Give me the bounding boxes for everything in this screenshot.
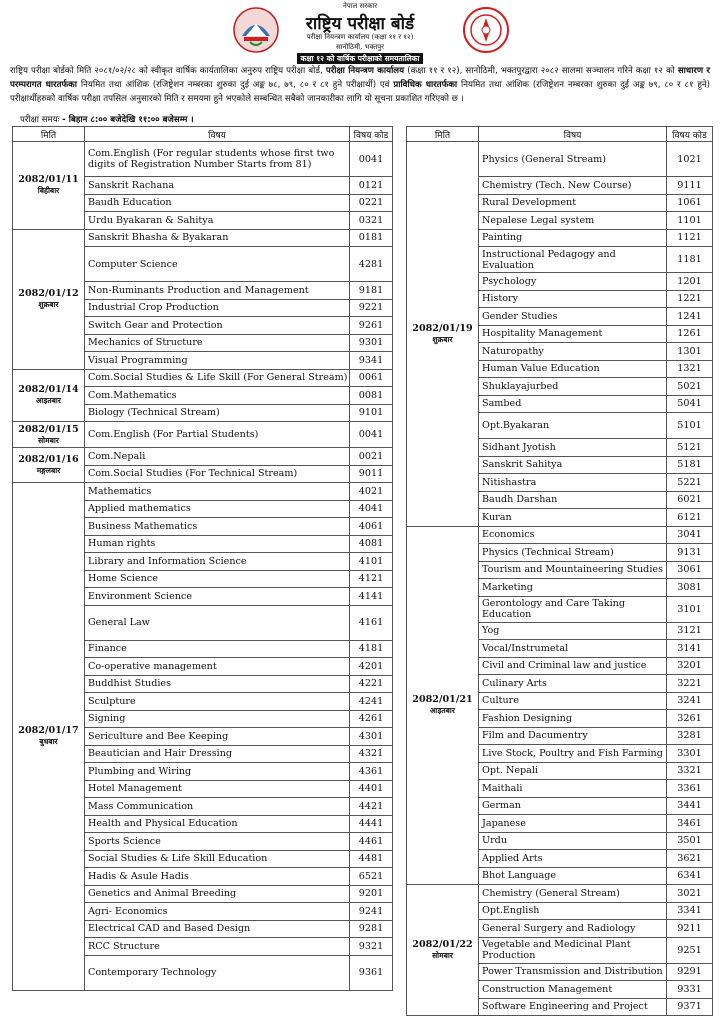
subject-name: Gender Studies <box>479 308 667 326</box>
subject-code: 1301 <box>667 343 713 361</box>
exam-weekday: मङ्गलबार <box>36 466 61 475</box>
subject-code: 3361 <box>667 780 713 798</box>
subject-code: 6021 <box>667 491 713 509</box>
table-row <box>407 526 713 544</box>
subject-name: Yog <box>479 622 667 640</box>
col-date: मिति <box>13 127 85 142</box>
subject-name: Psychology <box>479 273 667 291</box>
col-subject: विषय <box>85 127 350 142</box>
exam-weekday: सोमबार <box>432 951 453 960</box>
table-row <box>407 885 713 903</box>
subject-name: Sericulture and Bee Keeping <box>85 728 350 746</box>
subject-name: Baudh Education <box>85 194 350 212</box>
subject-code: 1221 <box>667 290 713 308</box>
subject-code: 4241 <box>350 693 393 711</box>
subject-code: 1181 <box>667 247 713 273</box>
subject-code: 4361 <box>350 763 393 781</box>
subject-code: 3461 <box>667 815 713 833</box>
subject-code: 5181 <box>667 456 713 474</box>
subject-code: 3021 <box>667 885 713 903</box>
subject-name: Baudh Darshan <box>479 491 667 509</box>
subject-code: 3101 <box>667 596 713 622</box>
subject-code: 9281 <box>350 920 393 938</box>
subject-name: Switch Gear and Protection <box>85 317 350 335</box>
intro-paragraph: राष्ट्रिय परीक्षा बोर्डको मिति २०८१/०२/२८ को स्वीकृत वार्षिक कार्यतालिका अनुरुप राष्ट्रिय परीक्षा बोर्ड, परीक्षा नियन्त्रण कार्यालय (कक्षा ११ र १२), सानोठिमी, भक्तपुरद्वारा २०८२ सालमा सञ्चालन गरिने कक्षा १२ को साधारण र परम्परागत धारतर्फका नियमित तथा आंशिक (रजिष्ट्रेशन नम्बरका शुरुका दुई अङ्क ७८, ७९, ८० र ८१ हुने परीक्षार्थी) एवं प्राविधिक धारतर्फका नियमित तथा आंशिक (रजिष्ट्रेशन नम्बरका शुरुका दुई अङ्क ७९, ८० र ८१ हुने) परीक्षार्थीहरुको वार्षिक परीक्षा तपसिल अनुसारको मिति र समयमा हुने भएकोले सम्बन्धित सबैको जानकारीका लागि यो सूचना प्रकाशित गरिएको छ । <box>10 66 711 104</box>
table-row <box>13 448 393 466</box>
subject-code: 9371 <box>667 998 713 1016</box>
subject-name: General Law <box>85 605 350 640</box>
subject-code: 9341 <box>350 352 393 370</box>
subject-name: Industrial Crop Production <box>85 299 350 317</box>
table-row <box>13 422 393 448</box>
subject-code: 9291 <box>667 963 713 981</box>
subject-name: Sanskrit Sahitya <box>479 456 667 474</box>
subject-name: Sidhant Jyotish <box>479 439 667 457</box>
office-name: परीक्षा नियन्त्रण कार्यालय (कक्षा ११ र १२) <box>306 33 414 41</box>
exam-weekday: आइतबार <box>430 706 455 716</box>
subject-name: Business Mathematics <box>85 518 350 536</box>
exam-date: 2082/01/15 <box>18 423 79 435</box>
subject-code: 3041 <box>667 526 713 544</box>
exam-weekday: बिहीबार <box>37 186 60 196</box>
subject-code: 0041 <box>350 422 393 448</box>
subject-code: 5041 <box>667 395 713 413</box>
exam-weekday: शुक्रबार <box>38 300 59 309</box>
exam-date-cell <box>407 142 479 527</box>
subject-code: 6521 <box>350 868 393 886</box>
subject-code: 9331 <box>667 981 713 999</box>
govt-label: नेपाल सरकार <box>342 2 378 10</box>
subject-code: 1121 <box>667 229 713 247</box>
subject-code: 9241 <box>350 903 393 921</box>
subject-code: 4281 <box>350 247 393 282</box>
subject-name: Sculpture <box>85 693 350 711</box>
subject-code: 0321 <box>350 212 393 230</box>
schedule-table-left <box>12 126 393 991</box>
subject-name: Social Studies & Life Skill Education <box>85 850 350 868</box>
subject-name: Vocal/Instrumetal <box>479 640 667 658</box>
table-row <box>407 142 713 177</box>
subject-code: 4221 <box>350 675 393 693</box>
subject-code: 6121 <box>667 509 713 527</box>
subject-code: 4321 <box>350 745 393 763</box>
subject-code: 4261 <box>350 710 393 728</box>
subject-code: 9101 <box>350 404 393 422</box>
subject-code: 4081 <box>350 535 393 553</box>
col-code: विषय कोड <box>350 127 393 142</box>
exam-date: 2082/01/14 <box>18 384 79 396</box>
subject-code: 3441 <box>667 797 713 815</box>
subject-code: 5021 <box>667 378 713 396</box>
subject-name: Sambed <box>479 395 667 413</box>
subject-name: Nitishastra <box>479 474 667 492</box>
subject-code: 4161 <box>350 605 393 640</box>
subject-name: Chemistry (Tech. New Course) <box>479 177 667 195</box>
subject-name: Visual Programming <box>85 352 350 370</box>
exam-date: 2082/01/16 <box>18 454 79 465</box>
subject-name: Com.Nepali <box>85 448 350 466</box>
subject-name: Painting <box>479 229 667 247</box>
exam-date-cell <box>13 369 85 422</box>
subject-code: 1101 <box>667 212 713 230</box>
exam-date-cell <box>407 526 479 885</box>
subject-code: 4441 <box>350 815 393 833</box>
subject-name: Japanese <box>479 815 667 833</box>
exam-date: 2082/01/17 <box>18 725 79 737</box>
subject-name: Electrical CAD and Based Design <box>85 920 350 938</box>
subject-name: Buddhist Studies <box>85 675 350 693</box>
subject-name: Health and Physical Education <box>85 815 350 833</box>
subject-code: 1021 <box>667 142 713 177</box>
subject-name: Com.Social Studies & Life Skill (For General Stream) <box>85 369 350 387</box>
exam-date-cell <box>13 448 85 483</box>
subject-name: Signing <box>85 710 350 728</box>
subject-code: 9011 <box>350 465 393 483</box>
subject-name: Human rights <box>85 535 350 553</box>
subject-code: 5121 <box>667 439 713 457</box>
subject-name: Urdu <box>479 832 667 850</box>
subject-name: Marketing <box>479 579 667 597</box>
subject-name: Culture <box>479 692 667 710</box>
subject-code: 3141 <box>667 640 713 658</box>
subject-name: Sanskrit Bhasha & Byakaran <box>85 229 350 247</box>
exam-weekday: शुक्रबार <box>432 334 453 344</box>
table-row <box>13 483 393 501</box>
col-subject: विषय <box>479 127 667 142</box>
subject-code: 4121 <box>350 570 393 588</box>
subject-name: Culinary Arts <box>479 675 667 693</box>
subject-code: 9201 <box>350 885 393 903</box>
subject-name: Com.English (For Partial Students) <box>85 422 350 448</box>
subject-code: 9181 <box>350 282 393 300</box>
subject-name: Human Value Education <box>479 360 667 378</box>
subject-name: Finance <box>85 640 350 658</box>
subject-code: 3501 <box>667 832 713 850</box>
board-title: राष्ट्रिय परीक्षा बोर्ड <box>305 14 415 34</box>
subject-code: 3341 <box>667 902 713 920</box>
subject-code: 9261 <box>350 317 393 335</box>
subject-code: 4401 <box>350 780 393 798</box>
table-row <box>13 369 393 387</box>
subject-code: 0021 <box>350 448 393 466</box>
exam-date-cell <box>13 422 85 448</box>
subject-code: 0081 <box>350 387 393 405</box>
subject-code: 3241 <box>667 692 713 710</box>
subject-name: Sanskrit Rachana <box>85 177 350 195</box>
subject-code: 5221 <box>667 474 713 492</box>
subject-name: Hadis & Asule Hadis <box>85 868 350 886</box>
subject-name: Mathematics <box>85 483 350 501</box>
exam-date-cell <box>407 885 479 1016</box>
subject-name: Instructional Pedagogy and Evaluation <box>479 247 667 273</box>
subject-name: Shuklayajurbed <box>479 378 667 396</box>
subject-name: Kuran <box>479 509 667 527</box>
subject-code: 3261 <box>667 710 713 728</box>
subject-name: Hospitality Management <box>479 325 667 343</box>
subject-name: Opt.English <box>479 902 667 920</box>
notice-title: कक्षा १२ को वार्षिक परीक्षाको समयतालिका <box>297 53 423 64</box>
exam-date: 2082/01/11 <box>18 174 79 186</box>
table-row <box>13 142 393 177</box>
exam-weekday: आइतबार <box>36 396 61 406</box>
subject-name: Beautician and Hair Dressing <box>85 745 350 763</box>
exam-date-cell <box>13 229 85 369</box>
subject-code: 3061 <box>667 561 713 579</box>
exam-date: 2082/01/22 <box>412 939 473 950</box>
subject-name: Sports Science <box>85 833 350 851</box>
subject-name: Genetics and Animal Breeding <box>85 885 350 903</box>
subject-name: Non-Ruminants Production and Management <box>85 282 350 300</box>
subject-code: 3201 <box>667 657 713 675</box>
subject-name: Mass Communication <box>85 798 350 816</box>
subject-code: 4101 <box>350 553 393 571</box>
subject-name: Plumbing and Wiring <box>85 763 350 781</box>
subject-code: 4201 <box>350 658 393 676</box>
subject-name: German <box>479 797 667 815</box>
exam-date: 2082/01/12 <box>18 288 79 299</box>
subject-name: Civil and Criminal law and justice <box>479 657 667 675</box>
exam-time: परीक्षा समयः - बिहान ८:०० बजेदेखि ११:०० बजेसम्म । <box>20 115 194 125</box>
subject-code: 9361 <box>350 955 393 990</box>
subject-name: Live Stock, Poultry and Fish Farming <box>479 745 667 763</box>
subject-code: 9301 <box>350 334 393 352</box>
subject-name: Biology (Technical Stream) <box>85 404 350 422</box>
exam-date: 2082/01/19 <box>412 322 473 334</box>
subject-name: Urdu Byakaran & Sahitya <box>85 212 350 230</box>
subject-name: Agri- Economics <box>85 903 350 921</box>
subject-code: 3321 <box>667 762 713 780</box>
subject-code: 9131 <box>667 544 713 562</box>
office-address: सानोठिमी, भक्तपुर <box>335 43 385 51</box>
subject-code: 0041 <box>350 142 393 177</box>
subject-code: 4141 <box>350 588 393 606</box>
subject-code: 0121 <box>350 177 393 195</box>
subject-code: 3081 <box>667 579 713 597</box>
subject-code: 1201 <box>667 273 713 291</box>
subject-name: Maithali <box>479 780 667 798</box>
board-seal-icon <box>462 6 510 54</box>
subject-name: Chemistry (General Stream) <box>479 885 667 903</box>
subject-code: 9251 <box>667 937 713 963</box>
subject-name: Applied mathematics <box>85 500 350 518</box>
subject-code: 0221 <box>350 194 393 212</box>
exam-weekday: बुधबार <box>39 737 58 747</box>
exam-weekday: सोमबार <box>38 435 59 445</box>
subject-code: 4041 <box>350 500 393 518</box>
subject-name: Com.Mathematics <box>85 387 350 405</box>
table-row <box>13 229 393 247</box>
subject-name: Computer Science <box>85 247 350 282</box>
subject-name: Physics (General Stream) <box>479 142 667 177</box>
subject-name: Contemporary Technology <box>85 955 350 990</box>
subject-code: 3301 <box>667 745 713 763</box>
subject-name: Applied Arts <box>479 850 667 868</box>
subject-code: 4021 <box>350 483 393 501</box>
subject-name: Software Engineering and Project <box>479 998 667 1016</box>
subject-name: Fashion Designing <box>479 710 667 728</box>
subject-name: Com.Social Studies (For Technical Stream) <box>85 465 350 483</box>
subject-name: Vegetable and Medicinal Plant Production <box>479 937 667 963</box>
exam-date-cell <box>13 483 85 991</box>
subject-name: Bhot Language <box>479 867 667 885</box>
subject-name: Construction Management <box>479 981 667 999</box>
subject-code: 9211 <box>667 920 713 938</box>
subject-code: 4481 <box>350 850 393 868</box>
subject-name: RCC Structure <box>85 938 350 956</box>
subject-code: 5101 <box>667 413 713 439</box>
subject-code: 6341 <box>667 867 713 885</box>
subject-code: 1241 <box>667 308 713 326</box>
subject-code: 9321 <box>350 938 393 956</box>
subject-name: Library and Information Science <box>85 553 350 571</box>
subject-code: 4061 <box>350 518 393 536</box>
subject-code: 3281 <box>667 727 713 745</box>
subject-name: Opt. Nepali <box>479 762 667 780</box>
subject-code: 1261 <box>667 325 713 343</box>
subject-code: 1061 <box>667 194 713 212</box>
subject-code: 9111 <box>667 177 713 195</box>
subject-name: Rural Development <box>479 194 667 212</box>
subject-name: General Surgery and Radiology <box>479 920 667 938</box>
subject-name: Naturopathy <box>479 343 667 361</box>
subject-code: 1321 <box>667 360 713 378</box>
subject-name: Com.English (For regular students whose first two digits of Registration Number Starts from 81) <box>85 142 350 177</box>
document-header <box>0 0 720 60</box>
subject-name: Environment Science <box>85 588 350 606</box>
subject-name: Co-operative management <box>85 658 350 676</box>
subject-code: 9221 <box>350 299 393 317</box>
exam-date: 2082/01/21 <box>412 694 473 706</box>
subject-name: Film and Dacumentry <box>479 727 667 745</box>
subject-name: Gerontology and Care Taking Education <box>479 596 667 622</box>
subject-name: Economics <box>479 526 667 544</box>
exam-date-cell <box>13 142 85 230</box>
subject-name: Opt.Byakaran <box>479 413 667 439</box>
subject-name: History <box>479 290 667 308</box>
subject-code: 3121 <box>667 622 713 640</box>
subject-name: Mechanics of Structure <box>85 334 350 352</box>
subject-code: 3221 <box>667 675 713 693</box>
subject-code: 4461 <box>350 833 393 851</box>
subject-code: 0181 <box>350 229 393 247</box>
col-code: विषय कोड <box>667 127 713 142</box>
col-date: मिति <box>407 127 479 142</box>
subject-name: Nepalese Legal system <box>479 212 667 230</box>
subject-name: Home Science <box>85 570 350 588</box>
subject-name: Power Transmission and Distribution <box>479 963 667 981</box>
subject-code: 4181 <box>350 640 393 658</box>
subject-code: 4421 <box>350 798 393 816</box>
subject-code: 3621 <box>667 850 713 868</box>
subject-name: Tourism and Mountaineering Studies <box>479 561 667 579</box>
subject-code: 0061 <box>350 369 393 387</box>
subject-name: Physics (Technical Stream) <box>479 544 667 562</box>
subject-name: Hotel Management <box>85 780 350 798</box>
schedule-table-right <box>406 126 713 1016</box>
subject-code: 4301 <box>350 728 393 746</box>
